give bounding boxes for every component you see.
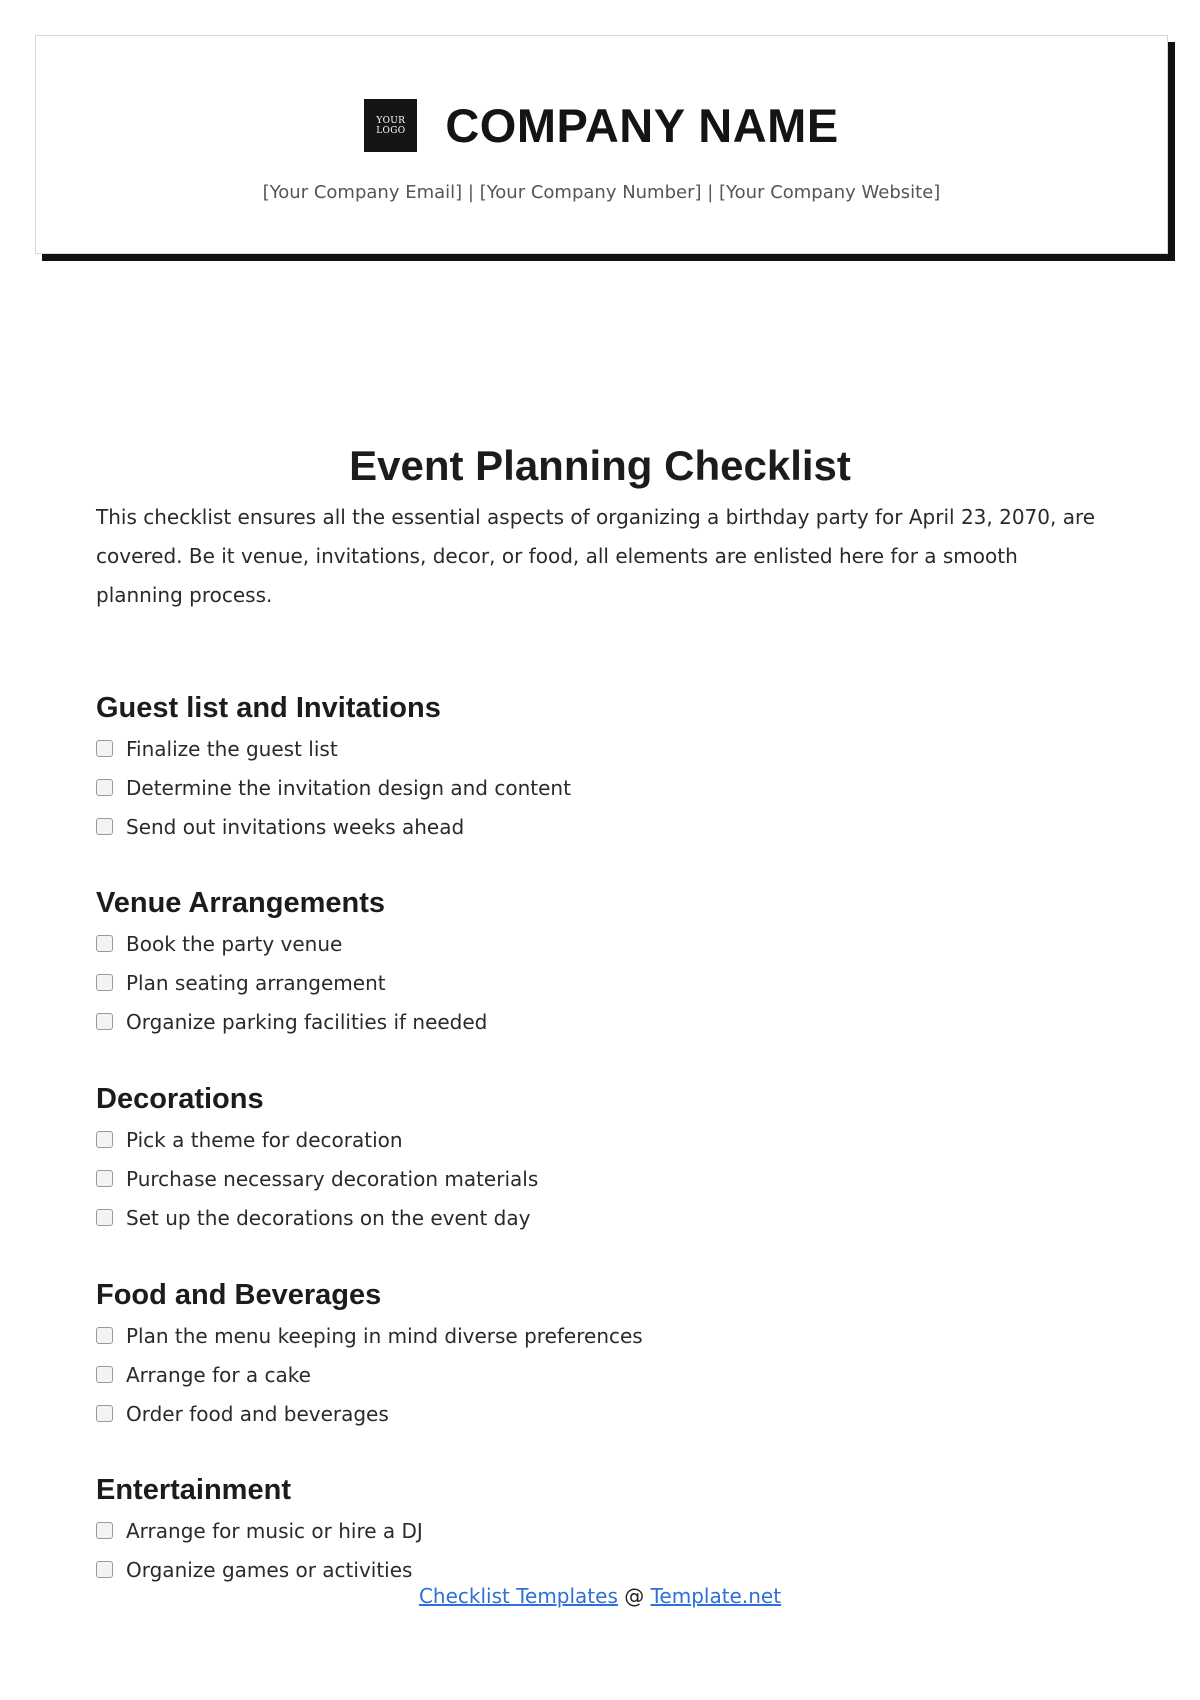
checklist-item[interactable] (96, 1198, 1096, 1237)
checklist-item[interactable] (96, 1355, 1096, 1394)
checklist-item-label: Book the party venue (126, 931, 343, 956)
checklist-item-label: Organize games or activities (126, 1557, 413, 1582)
brand-row (36, 98, 1167, 153)
checkbox[interactable] (96, 1327, 113, 1344)
checkbox[interactable] (96, 974, 113, 991)
section-title: Decorations (96, 1083, 264, 1115)
checkbox[interactable] (96, 1366, 113, 1383)
company-contact-line: [Your Company Email] | [Your Company Number] | [Your Company Website] (262, 182, 941, 203)
checklist-item-label: Determine the invitation design and content (126, 775, 571, 800)
checklist-item[interactable] (96, 1159, 1096, 1198)
checkbox[interactable] (96, 779, 113, 796)
checklist-item[interactable] (96, 963, 1096, 1002)
section-food-beverages (96, 1276, 1096, 1433)
checkbox[interactable] (96, 1170, 113, 1187)
section-decorations (96, 1080, 1096, 1237)
checkbox[interactable] (96, 1131, 113, 1148)
checkbox[interactable] (96, 1561, 113, 1578)
logo-text: YOUR LOGO (376, 115, 406, 136)
checklist-item-label: Send out invitations weeks ahead (126, 814, 465, 839)
section-title: Food and Beverages (96, 1279, 382, 1311)
checklist-item[interactable] (96, 1316, 1096, 1355)
checklist-item-label: Purchase necessary decoration materials (126, 1166, 539, 1191)
checklist-item[interactable] (96, 1511, 1096, 1550)
section-title: Entertainment (96, 1474, 291, 1506)
section-entertainment (96, 1471, 1096, 1589)
checklist-item-label: Pick a theme for decoration (126, 1127, 403, 1152)
company-header (35, 35, 1168, 254)
company-logo (364, 99, 417, 152)
company-name: COMPANY NAME (445, 99, 839, 152)
checklist-item[interactable] (96, 1394, 1096, 1433)
checklist-item-label: Order food and beverages (126, 1401, 389, 1426)
checkbox[interactable] (96, 1209, 113, 1226)
checklist-item-label: Set up the decorations on the event day (126, 1205, 531, 1230)
section-title: Venue Arrangements (96, 887, 386, 919)
checklist-item-label: Arrange for music or hire a DJ (126, 1518, 423, 1543)
checklist-item[interactable] (96, 807, 1096, 846)
checklist-item-label: Finalize the guest list (126, 736, 338, 761)
checkbox[interactable] (96, 1405, 113, 1422)
checklist-item-label: Arrange for a cake (126, 1362, 311, 1387)
section-title: Guest list and Invitations (96, 692, 441, 724)
document-title: Event Planning Checklist (349, 442, 851, 489)
section-guest-list (96, 689, 1096, 846)
checklist-item-label: Plan the menu keeping in mind diverse preferences (126, 1323, 643, 1348)
checklist-item-label: Plan seating arrangement (126, 970, 386, 995)
checklist-item[interactable] (96, 1002, 1096, 1041)
document-intro: This checklist ensures all the essential aspects of organizing a birthday party for April 23, 2070, are covered. Be it venue, invitations, decor, or food, all elements are enlisted here for a smooth planning process. (96, 505, 1096, 607)
checklist-item[interactable] (96, 729, 1096, 768)
checklist-item-label: Organize parking facilities if needed (126, 1009, 488, 1034)
checkbox[interactable] (96, 740, 113, 757)
section-venue (96, 884, 1096, 1041)
checklist-item[interactable] (96, 1120, 1096, 1159)
checklist-item[interactable] (96, 768, 1096, 807)
checkbox[interactable] (96, 1013, 113, 1030)
footer-separator: @ (617, 1584, 651, 1608)
checklist-item[interactable] (96, 924, 1096, 963)
checkbox[interactable] (96, 818, 113, 835)
checkbox[interactable] (96, 1522, 113, 1539)
checkbox[interactable] (96, 935, 113, 952)
footer-credit (0, 1584, 1200, 1608)
template-net-link[interactable]: Template.net (650, 1584, 782, 1608)
checklist-templates-link[interactable]: Checklist Templates (418, 1584, 618, 1608)
